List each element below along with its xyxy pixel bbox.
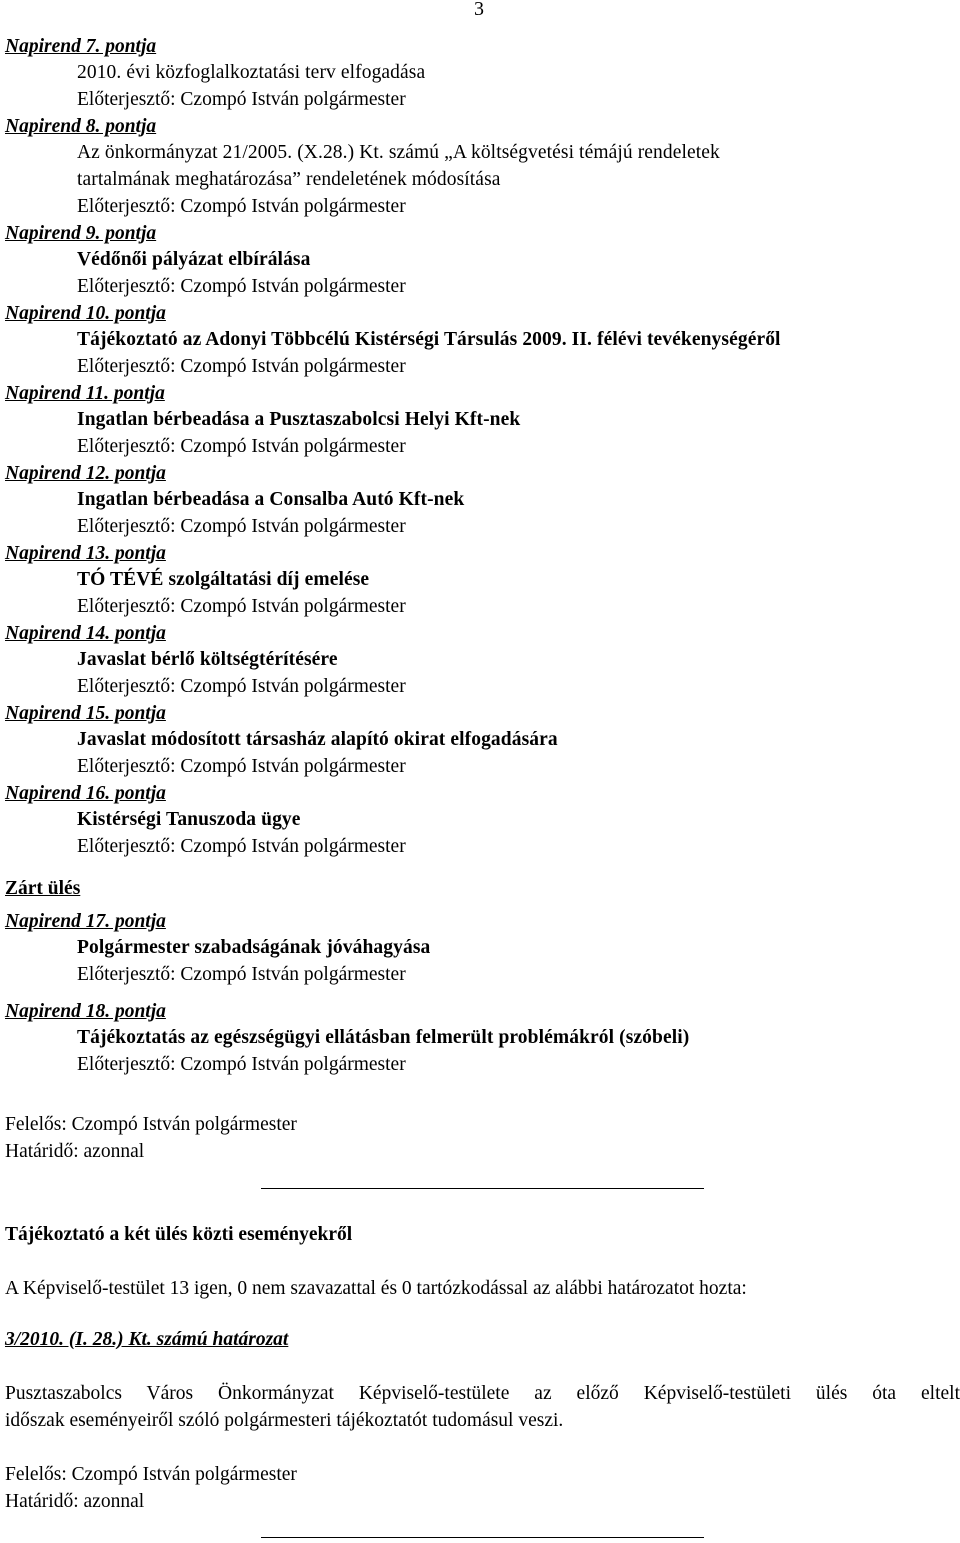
agenda-item-title: Tájékoztató az Adonyi Többcélú Kistérségi Társulás 2009. II. félévi tevékenységéről bbox=[77, 329, 781, 350]
agenda-item-heading: Napirend 7. pontja bbox=[5, 36, 157, 57]
vote-text: A Képviselő-testület 13 igen, 0 nem szavazattal és 0 tartózkodással az alábbi határozatot hozta: bbox=[5, 1278, 747, 1299]
agenda-item-title: Védőnői pályázat elbírálása bbox=[77, 249, 311, 270]
agenda-item bbox=[5, 114, 960, 221]
agenda-item-title: Az önkormányzat 21/2005. (X.28.) Kt. számú „A költségvetési témájú rendeletek bbox=[77, 142, 720, 163]
agenda-item-title: Polgármester szabadságának jóváhagyása bbox=[77, 937, 431, 958]
agenda-item-heading: Napirend 11. pontja bbox=[5, 383, 165, 404]
agenda-item-presenter: Előterjesztő: Czompó István polgármester bbox=[77, 596, 406, 617]
agenda-item-heading: Napirend 16. pontja bbox=[5, 783, 166, 804]
resolution-line-2: időszak eseményeiről szóló polgármesteri tájékoztatót tudomásul veszi. bbox=[5, 1410, 564, 1431]
agenda-item-title: Kistérségi Tanuszoda ügye bbox=[77, 809, 301, 830]
resolution-number: 3/2010. (I. 28.) Kt. számú határozat bbox=[5, 1329, 289, 1350]
agenda-item-title: Javaslat bérlő költségtérítésére bbox=[77, 649, 338, 670]
agenda-item-title: tartalmának meghatározása” rendeletének módosítása bbox=[77, 169, 501, 190]
agenda-item bbox=[5, 909, 960, 989]
agenda-item bbox=[5, 701, 960, 781]
separator-line-2 bbox=[261, 1537, 704, 1538]
agenda-item-presenter: Előterjesztő: Czompó István polgármester bbox=[77, 356, 406, 377]
agenda-item bbox=[5, 461, 960, 541]
agenda-item-presenter: Előterjesztő: Czompó István polgármester bbox=[77, 196, 406, 217]
agenda-item-presenter: Előterjesztő: Czompó István polgármester bbox=[77, 436, 406, 457]
agenda-item-heading: Napirend 8. pontja bbox=[5, 116, 157, 137]
agenda-item bbox=[5, 381, 960, 461]
agenda-item bbox=[5, 34, 960, 114]
agenda-item-heading: Napirend 17. pontja bbox=[5, 911, 166, 932]
agenda-item-heading: Napirend 14. pontja bbox=[5, 623, 166, 644]
agenda-item bbox=[5, 301, 960, 381]
agenda-item-presenter: Előterjesztő: Czompó István polgármester bbox=[77, 89, 406, 110]
agenda-item bbox=[5, 541, 960, 621]
agenda-item-title: Ingatlan bérbeadása a Pusztaszabolcsi Helyi Kft-nek bbox=[77, 409, 521, 430]
agenda-item-presenter: Előterjesztő: Czompó István polgármester bbox=[77, 276, 406, 297]
agenda-item-presenter: Előterjesztő: Czompó István polgármester bbox=[77, 516, 406, 537]
agenda-item-heading: Napirend 18. pontja bbox=[5, 1001, 166, 1022]
separator-line bbox=[261, 1188, 704, 1189]
agenda-item-title: Tájékoztatás az egészségügyi ellátásban felmerült problémákról (szóbeli) bbox=[77, 1027, 690, 1048]
page-number: 3 bbox=[474, 0, 484, 20]
section-title: Tájékoztató a két ülés közti eseményekről bbox=[5, 1224, 353, 1245]
agenda-item-heading: Napirend 9. pontja bbox=[5, 223, 157, 244]
agenda-item-title: Ingatlan bérbeadása a Consalba Autó Kft-nek bbox=[77, 489, 465, 510]
responsible-block-1 bbox=[5, 1111, 297, 1165]
resolution-line-1: Pusztaszabolcs Város Önkormányzat Képviselő-testülete az előző Képviselő-testületi ülés óta eltelt bbox=[5, 1383, 960, 1404]
responsible-line: Felelős: Czompó István polgármester bbox=[5, 1114, 297, 1135]
agenda-item-heading: Napirend 13. pontja bbox=[5, 543, 166, 564]
agenda-item bbox=[5, 781, 960, 861]
agenda-item-title: TÓ TÉVÉ szolgáltatási díj emelése bbox=[77, 569, 370, 590]
agenda-item-heading: Napirend 10. pontja bbox=[5, 303, 166, 324]
agenda-item-heading: Napirend 15. pontja bbox=[5, 703, 166, 724]
agenda-item-title: 2010. évi közfoglalkoztatási terv elfogadása bbox=[77, 62, 426, 83]
agenda-list bbox=[5, 34, 960, 1079]
agenda-item-presenter: Előterjesztő: Czompó István polgármester bbox=[77, 1054, 406, 1075]
agenda-item-title: Javaslat módosított társasház alapító okirat elfogadására bbox=[77, 729, 558, 750]
agenda-item bbox=[5, 621, 960, 701]
agenda-item-presenter: Előterjesztő: Czompó István polgármester bbox=[77, 964, 406, 985]
agenda-item-presenter: Előterjesztő: Czompó István polgármester bbox=[77, 836, 406, 857]
agenda-item bbox=[5, 999, 960, 1079]
agenda-item-presenter: Előterjesztő: Czompó István polgármester bbox=[77, 756, 406, 777]
agenda-item-heading: Napirend 12. pontja bbox=[5, 463, 166, 484]
agenda-item bbox=[5, 221, 960, 301]
deadline-line-2: Határidő: azonnal bbox=[5, 1491, 145, 1512]
responsible-line-2: Felelős: Czompó István polgármester bbox=[5, 1464, 297, 1485]
agenda-item-presenter: Előterjesztő: Czompó István polgármester bbox=[77, 676, 406, 697]
responsible-block-2 bbox=[5, 1461, 297, 1515]
closed-session-label: Zárt ülés bbox=[5, 878, 81, 899]
resolution-text bbox=[5, 1380, 960, 1434]
deadline-line: Határidő: azonnal bbox=[5, 1141, 145, 1162]
